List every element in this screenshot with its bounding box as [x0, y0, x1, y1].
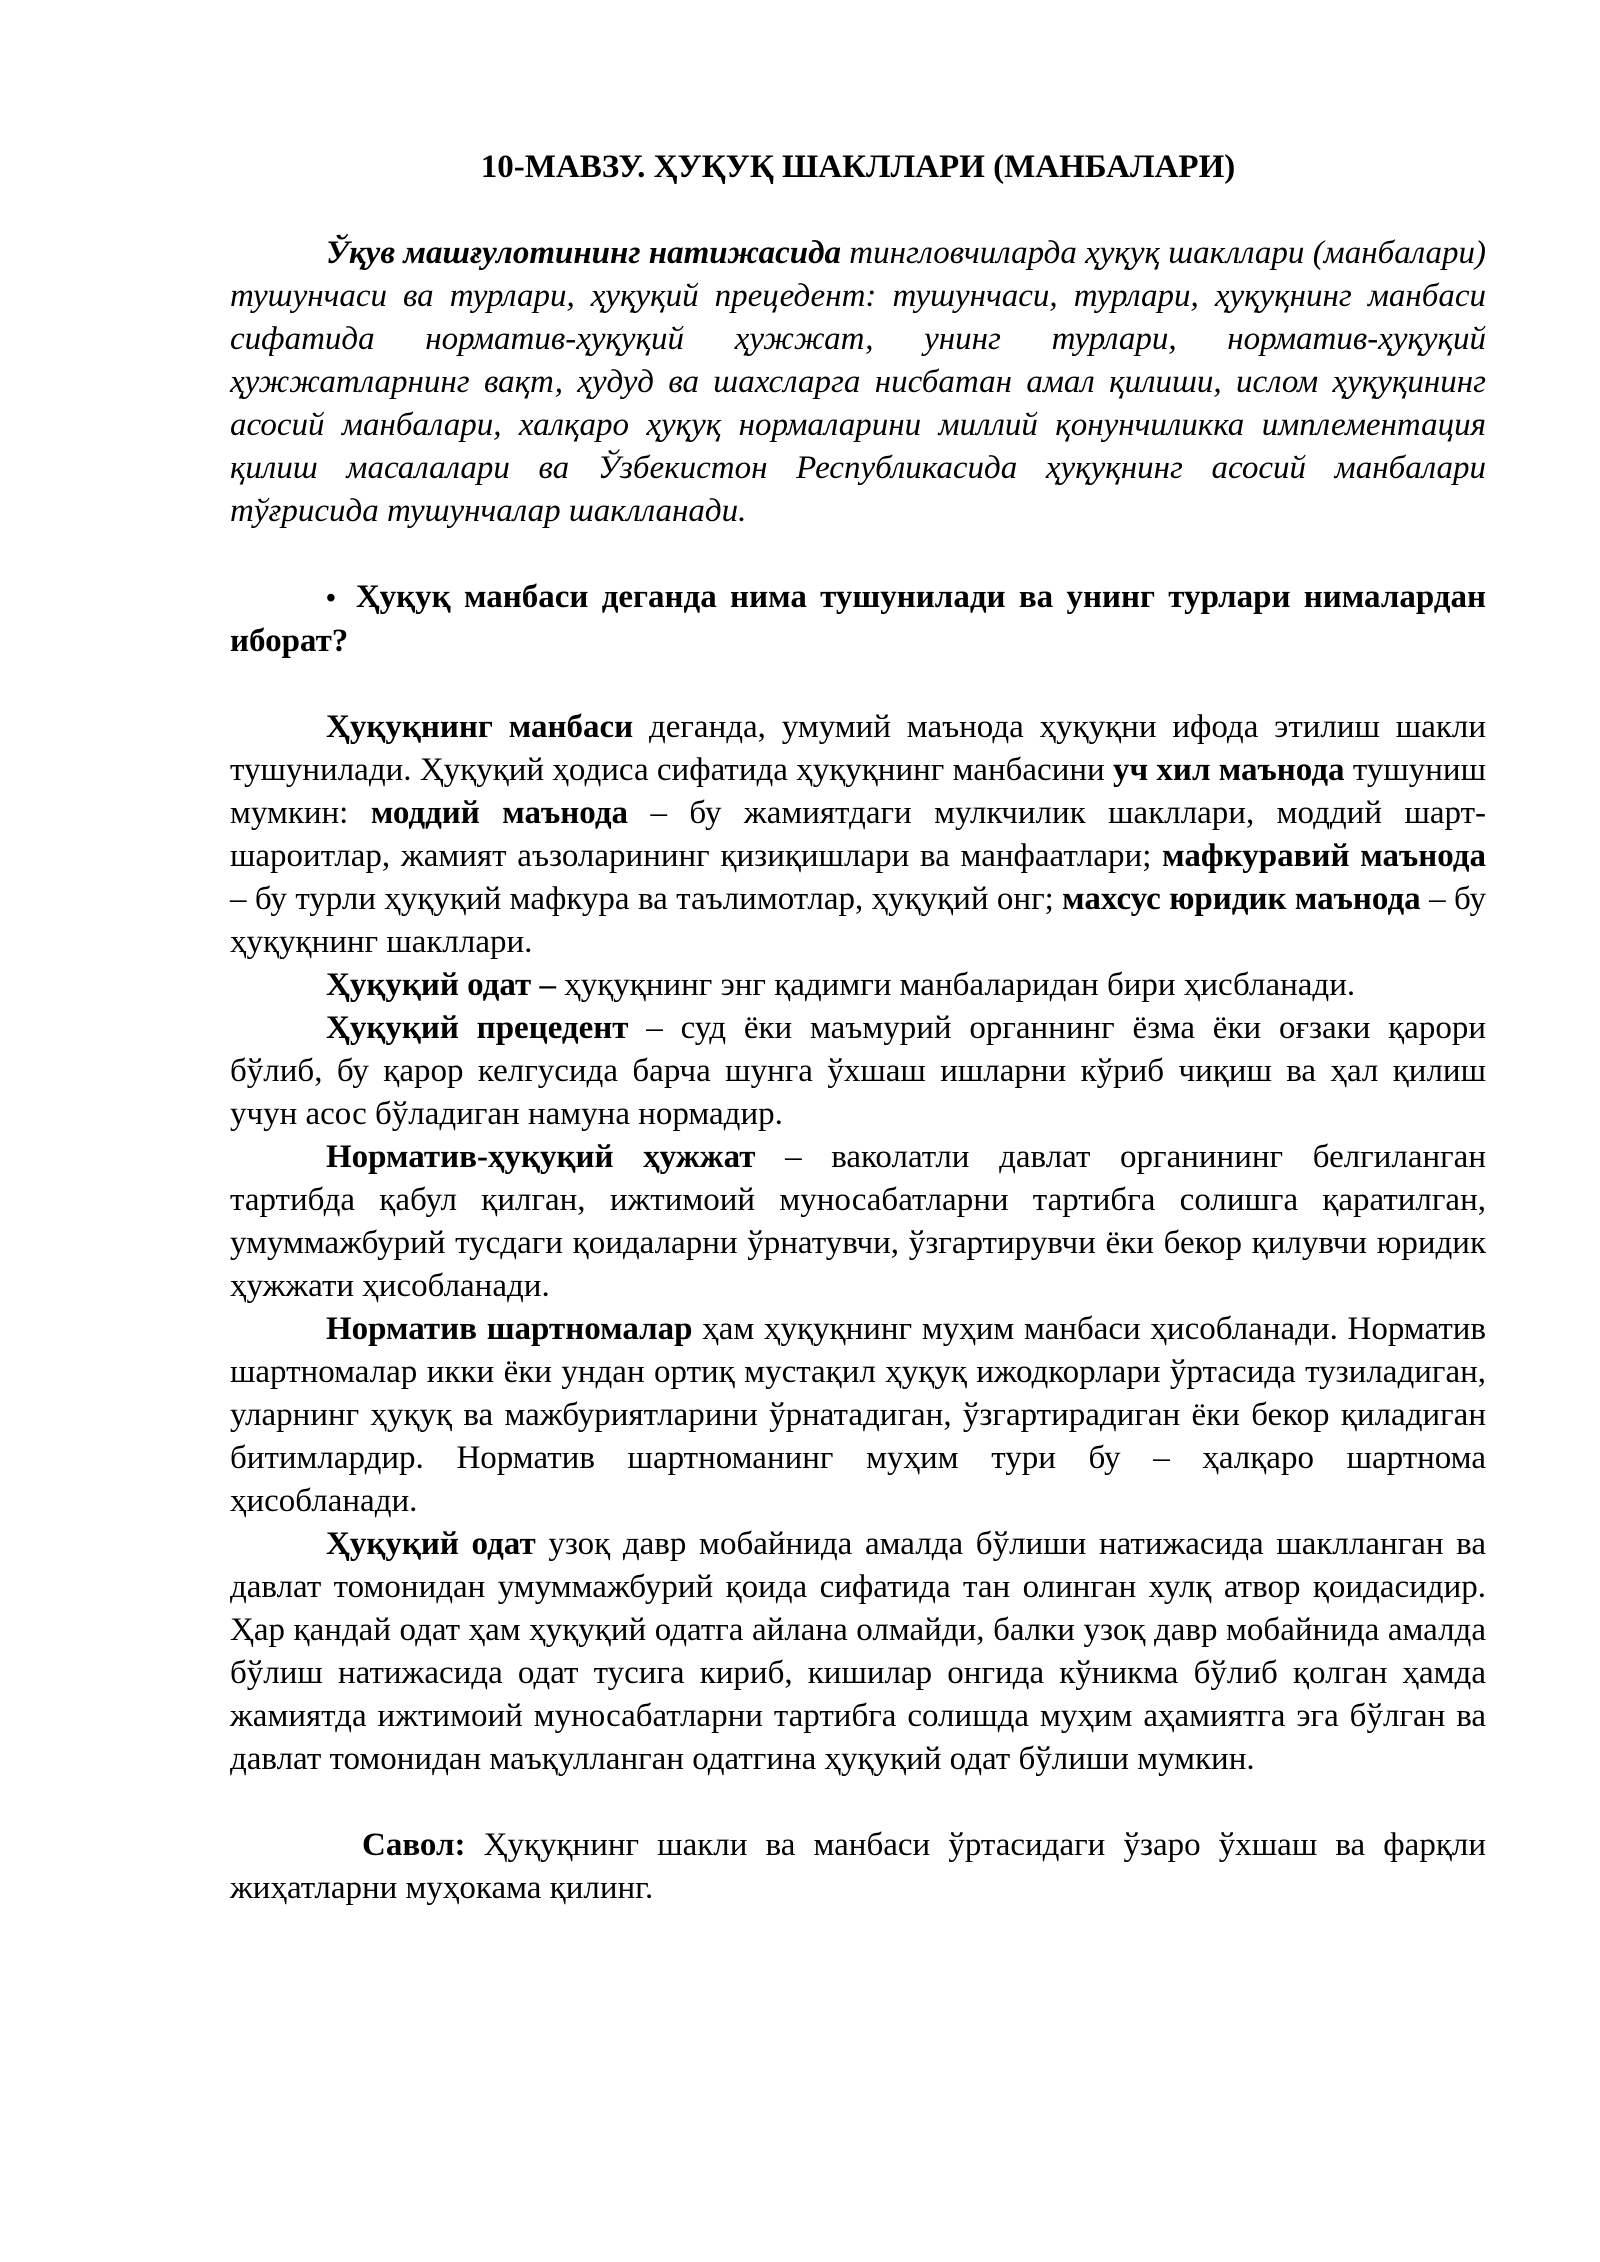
paragraph-text: узоқ давр мобайнида амалда бўлиши натижасида шаклланган ва давлат томонидан умуммажбурий қоида сифатида тан олинган хулқ атвор қоидасидир. Ҳар қандай одат ҳам ҳуқуқий одатга айлана олмайди, балки узоқ давр мобайнида амалда бўлиш натижасида одат тусига кириб, кишилар онгида кўникма бўлиб қолган ҳамда жамиятда ижтимоий муносабатларни тартибга солишда муҳим аҳамиятга эга бўлган ва давлат томонидан маъқулланган одатгина ҳуқуқий одат бўлиши мумкин.: [230, 1526, 1486, 1777]
term-legal-custom: Ҳуқуқий одат –: [326, 967, 556, 1003]
term-normative-act: Норматив-ҳуқуқий ҳужжат: [326, 1139, 756, 1175]
paragraph-normative-agreements: [230, 1308, 1486, 1523]
question-heading: [230, 576, 1486, 663]
term-three-meanings: уч хил маънода: [1113, 752, 1345, 788]
bullet-icon: •: [326, 583, 336, 614]
paragraph-legal-custom-short: [230, 964, 1486, 1007]
paragraph-text: ҳуқуқнинг энг қадимги манбаларидан бири ҳисбланади.: [556, 967, 1356, 1003]
term-legal-meaning: махсус юридик маънода: [1062, 881, 1421, 917]
paragraph-text: тушуниш мумкин:: [230, 752, 1486, 831]
term-source-of-law: Ҳуқуқнинг манбаси: [326, 709, 634, 745]
term-legal-custom-2: Ҳуқуқий одат: [326, 1526, 536, 1562]
paragraph-text: – бу турли ҳуқуқий мафкура ва таълимотлар, ҳуқуқий онг;: [230, 881, 1063, 917]
paragraph-text: деганда, умумий маънода ҳуқуқни ифода этилиш шакли тушунилади. Ҳуқуқий ҳодиса сифатида ҳуқуқнинг манбасини: [230, 709, 1486, 788]
paragraph-text: – бу ҳуқуқнинг шакллари.: [230, 881, 1486, 960]
learning-objectives-paragraph: [230, 232, 1486, 533]
objectives-text: тингловчиларда ҳуқуқ шакллари (манбалари) тушунчаси ва турлари, ҳуқуқий прецедент: тушунчаси, турлари, ҳуқуқнинг манбаси сифатида норматив-ҳуқуқий ҳужжат, унинг турлари, норматив-ҳуқуқий ҳужжатларнинг вақт, ҳудуд ва шахсларга нисбатан амал қилиши, ислом ҳуқуқининг асосий манбалари, халқаро ҳуқуқ нормаларини миллий қонунчиликка имплементация қилиш масалалари ва Ўзбекистон Республикасида ҳуқуқнинг асосий манбалари тўғрисида тушунчалар шаклланади.: [230, 235, 1486, 529]
term-ideological-meaning: мафкуравий маънода: [1162, 838, 1486, 874]
term-legal-precedent: Ҳуқуқий прецедент: [326, 1010, 629, 1046]
discussion-question: [230, 1824, 1486, 1910]
paragraph-source-of-law: [230, 706, 1486, 964]
paragraph-text: ҳам ҳуқуқнинг муҳим манбаси ҳисобланади. Норматив шартномалар икки ёки ундан ортиқ мустақил ҳуқуқ ижодкорлари ўртасида тузиладиган, уларнинг ҳуқуқ ва мажбуриятларини ўрнатадиган, ўзгартирадиган ёки бекор қиладиган битимлардир. Норматив шартноманинг муҳим тури бу – ҳалқаро шартнома ҳисобланади.: [230, 1311, 1487, 1519]
paragraph-text: – суд ёки маъмурий органнинг ёзма ёки оғзаки қарори бўлиб, бу қарор келгусида барча шунга ўхшаш ишларни кўриб чиқиш ва ҳал қилиш учун асос бўладиган намуна нормадир.: [230, 1010, 1486, 1132]
question-text: Ҳуқуқ манбаси деганда нима тушунилади ва унинг турлари нималардан иборат?: [230, 579, 1486, 659]
page-title: 10-МАВЗУ. ҲУҚУҚ ШАКЛЛАРИ (МАНБАЛАРИ): [480, 149, 1236, 185]
term-normative-agreements: Норматив шартномалар: [326, 1311, 693, 1347]
paragraph-text: – ваколатли давлат органининг белгиланган тартибда қабул қилган, ижтимоий муносабатларни тартибга солишга қаратилган, умуммажбурий тусдаги қоидаларни ўрнатувчи, ўзгартирувчи ёки бекор қилувчи юридик ҳужжати ҳисобланади.: [230, 1139, 1486, 1304]
paragraph-text: – бу жамиятдаги мулкчилик шакллари, моддий шарт-шароитлар, жамият аъзоларининг қизиқишлари ва манфаатлари;: [230, 795, 1486, 874]
paragraph-legal-precedent: [230, 1007, 1486, 1136]
document-page: [230, 146, 1486, 1910]
paragraph-normative-act: [230, 1136, 1486, 1308]
paragraph-text: Ҳуқуқнинг шакли ва манбаси ўртасидаги ўзаро ўхшаш ва фарқли жиҳатларни муҳокама қилинг.: [230, 1827, 1486, 1906]
objectives-lead: Ўқув машғулотининг натижасида: [326, 235, 842, 271]
question-label: Савол:: [362, 1827, 466, 1863]
term-material-meaning: моддий маънода: [370, 795, 629, 831]
paragraph-legal-custom: [230, 1523, 1486, 1781]
